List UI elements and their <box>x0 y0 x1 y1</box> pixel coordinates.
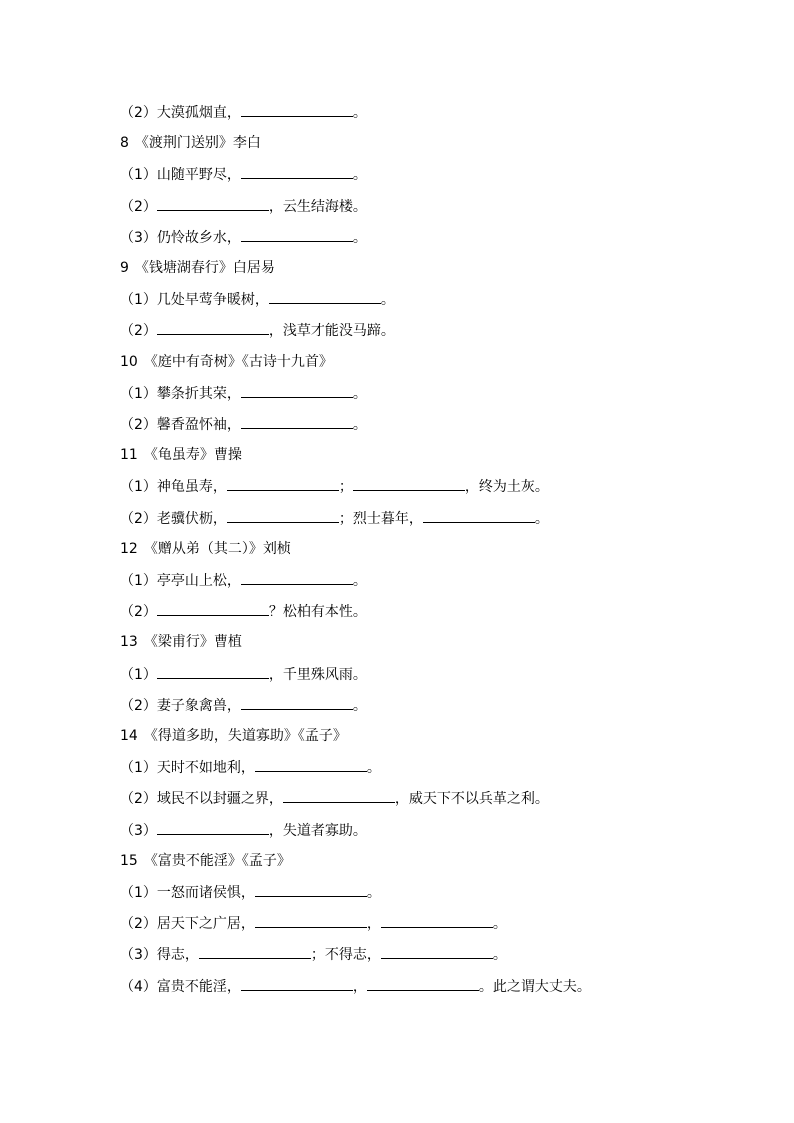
question-line <box>120 755 381 779</box>
question-text: （2）大漠孤烟直， <box>120 105 241 121</box>
question-text: 。 <box>380 292 395 309</box>
question-text: （1）神龟虽寿， <box>120 479 227 496</box>
question-line <box>120 974 591 998</box>
section-heading: 《赠从弟（其二）》刘桢 <box>143 540 291 557</box>
section-title <box>120 724 347 748</box>
question-text: ；烈士暮年， <box>338 510 423 527</box>
section-title <box>120 537 291 561</box>
answer-blank[interactable] <box>241 162 353 179</box>
question-text: ， <box>352 978 367 995</box>
answer-blank[interactable] <box>157 599 269 616</box>
section-number: 12 <box>120 540 138 557</box>
question-text: 。 <box>492 916 507 933</box>
question-line <box>120 225 367 249</box>
question-line <box>120 412 367 436</box>
question-text: 。 <box>352 229 367 246</box>
question-text: 。 <box>352 105 367 121</box>
question-text: （2） <box>120 323 157 340</box>
section-heading: 《钱塘湖春行》白居易 <box>134 260 275 276</box>
question-text: （2）域民不以封疆之界， <box>120 791 283 808</box>
answer-blank[interactable] <box>423 506 535 523</box>
question-text: （2） <box>120 604 157 621</box>
section-number: 10 <box>120 353 138 370</box>
question-line <box>120 194 367 218</box>
question-line <box>120 474 549 498</box>
answer-blank[interactable] <box>157 318 269 335</box>
answer-blank[interactable] <box>241 568 353 585</box>
answer-blank[interactable] <box>241 693 353 710</box>
question-text: ？松柏有本性。 <box>268 604 367 621</box>
question-text: 。 <box>352 385 367 402</box>
answer-blank[interactable] <box>381 911 493 928</box>
answer-blank[interactable] <box>227 506 339 523</box>
answer-blank[interactable] <box>255 755 367 772</box>
section-number: 15 <box>120 852 138 869</box>
answer-blank[interactable] <box>241 100 353 117</box>
question-text: ，终为土灰。 <box>464 479 549 496</box>
section-title <box>120 630 242 654</box>
answer-blank[interactable] <box>157 194 269 211</box>
question-text: （3）得志， <box>120 947 199 964</box>
question-line <box>120 568 367 592</box>
answer-blank[interactable] <box>367 974 479 991</box>
question-line <box>120 880 381 904</box>
answer-blank[interactable] <box>255 911 367 928</box>
answer-blank[interactable] <box>157 662 269 679</box>
answer-blank[interactable] <box>241 974 353 991</box>
answer-blank[interactable] <box>241 225 353 242</box>
question-text: 。此之谓大丈夫。 <box>478 978 591 995</box>
section-heading: 《梁甫行》曹植 <box>143 634 242 651</box>
question-text: ，云生结海楼。 <box>268 198 367 215</box>
section-number: 8 <box>120 135 129 152</box>
question-text: （1）攀条折其荣， <box>120 385 241 402</box>
question-text: ，威天下不以兵革之利。 <box>394 791 549 808</box>
question-text: 。 <box>352 573 367 589</box>
question-text: 。 <box>366 885 381 901</box>
question-line <box>120 506 549 530</box>
question-text: （1）天时不如地利， <box>120 760 255 777</box>
question-text: （1）几处早莺争暖树， <box>120 292 269 309</box>
answer-blank[interactable] <box>241 381 353 398</box>
question-text: （1）山随平野尽， <box>120 167 241 184</box>
section-title <box>120 849 291 873</box>
question-line <box>120 381 367 405</box>
question-text: ，浅草才能没马蹄。 <box>268 323 395 340</box>
section-number: 11 <box>120 447 138 464</box>
section-title <box>120 131 261 155</box>
answer-blank[interactable] <box>157 818 269 835</box>
question-text: （2）妻子象禽兽， <box>120 697 241 714</box>
question-line <box>120 693 367 717</box>
answer-blank[interactable] <box>227 474 339 491</box>
question-line <box>120 662 367 686</box>
question-text: 。 <box>492 947 507 964</box>
answer-blank[interactable] <box>269 287 381 304</box>
section-heading: 《渡荆门送别》李白 <box>134 135 261 152</box>
question-text: ； <box>338 479 353 496</box>
question-text: ，失道者寡助。 <box>268 822 367 839</box>
section-title <box>120 443 242 467</box>
question-text: （2） <box>120 198 157 215</box>
question-line <box>120 162 367 186</box>
section-number: 13 <box>120 634 138 651</box>
question-text: （2）馨香盈怀袖， <box>120 417 241 433</box>
question-text: 。 <box>352 167 367 184</box>
section-heading: 《得道多助，失道寡助》《孟子》 <box>143 728 347 744</box>
section-title <box>120 256 275 280</box>
question-line <box>120 100 367 124</box>
answer-blank[interactable] <box>381 942 493 959</box>
section-heading: 《庭中有奇树》《古诗十九首》 <box>143 353 333 370</box>
section-title <box>120 350 333 374</box>
section-number: 14 <box>120 728 138 744</box>
question-text: 。 <box>366 760 381 777</box>
question-line <box>120 911 507 935</box>
section-heading: 《富贵不能淫》《孟子》 <box>143 852 291 869</box>
question-text: 。 <box>534 510 549 527</box>
question-line <box>120 818 367 842</box>
question-text: （2）居天下之广居， <box>120 916 255 933</box>
question-text: （1） <box>120 666 157 683</box>
answer-blank[interactable] <box>255 880 367 897</box>
question-text: 。 <box>352 417 367 433</box>
question-line <box>120 599 367 623</box>
question-text: ，千里殊风雨。 <box>268 666 367 683</box>
question-text: 。 <box>352 697 367 714</box>
section-heading: 《龟虽寿》曹操 <box>143 447 242 464</box>
question-text: ；不得志， <box>310 947 381 964</box>
question-text: （2）老骥伏枥， <box>120 510 227 527</box>
answer-blank[interactable] <box>353 474 465 491</box>
question-line <box>120 942 507 966</box>
question-text: （3）仍怜故乡水， <box>120 229 241 246</box>
question-text: （1）一怒而诸侯惧， <box>120 885 255 901</box>
section-number: 9 <box>120 260 129 276</box>
question-text: （3） <box>120 822 157 839</box>
answer-blank[interactable] <box>241 412 353 429</box>
question-line <box>120 287 395 311</box>
question-line <box>120 318 395 342</box>
answer-blank[interactable] <box>283 786 395 803</box>
question-text: ， <box>366 916 381 933</box>
question-text: （1）亭亭山上松， <box>120 573 241 589</box>
question-text: （4）富贵不能淫， <box>120 978 241 995</box>
answer-blank[interactable] <box>199 942 311 959</box>
question-line <box>120 786 549 810</box>
